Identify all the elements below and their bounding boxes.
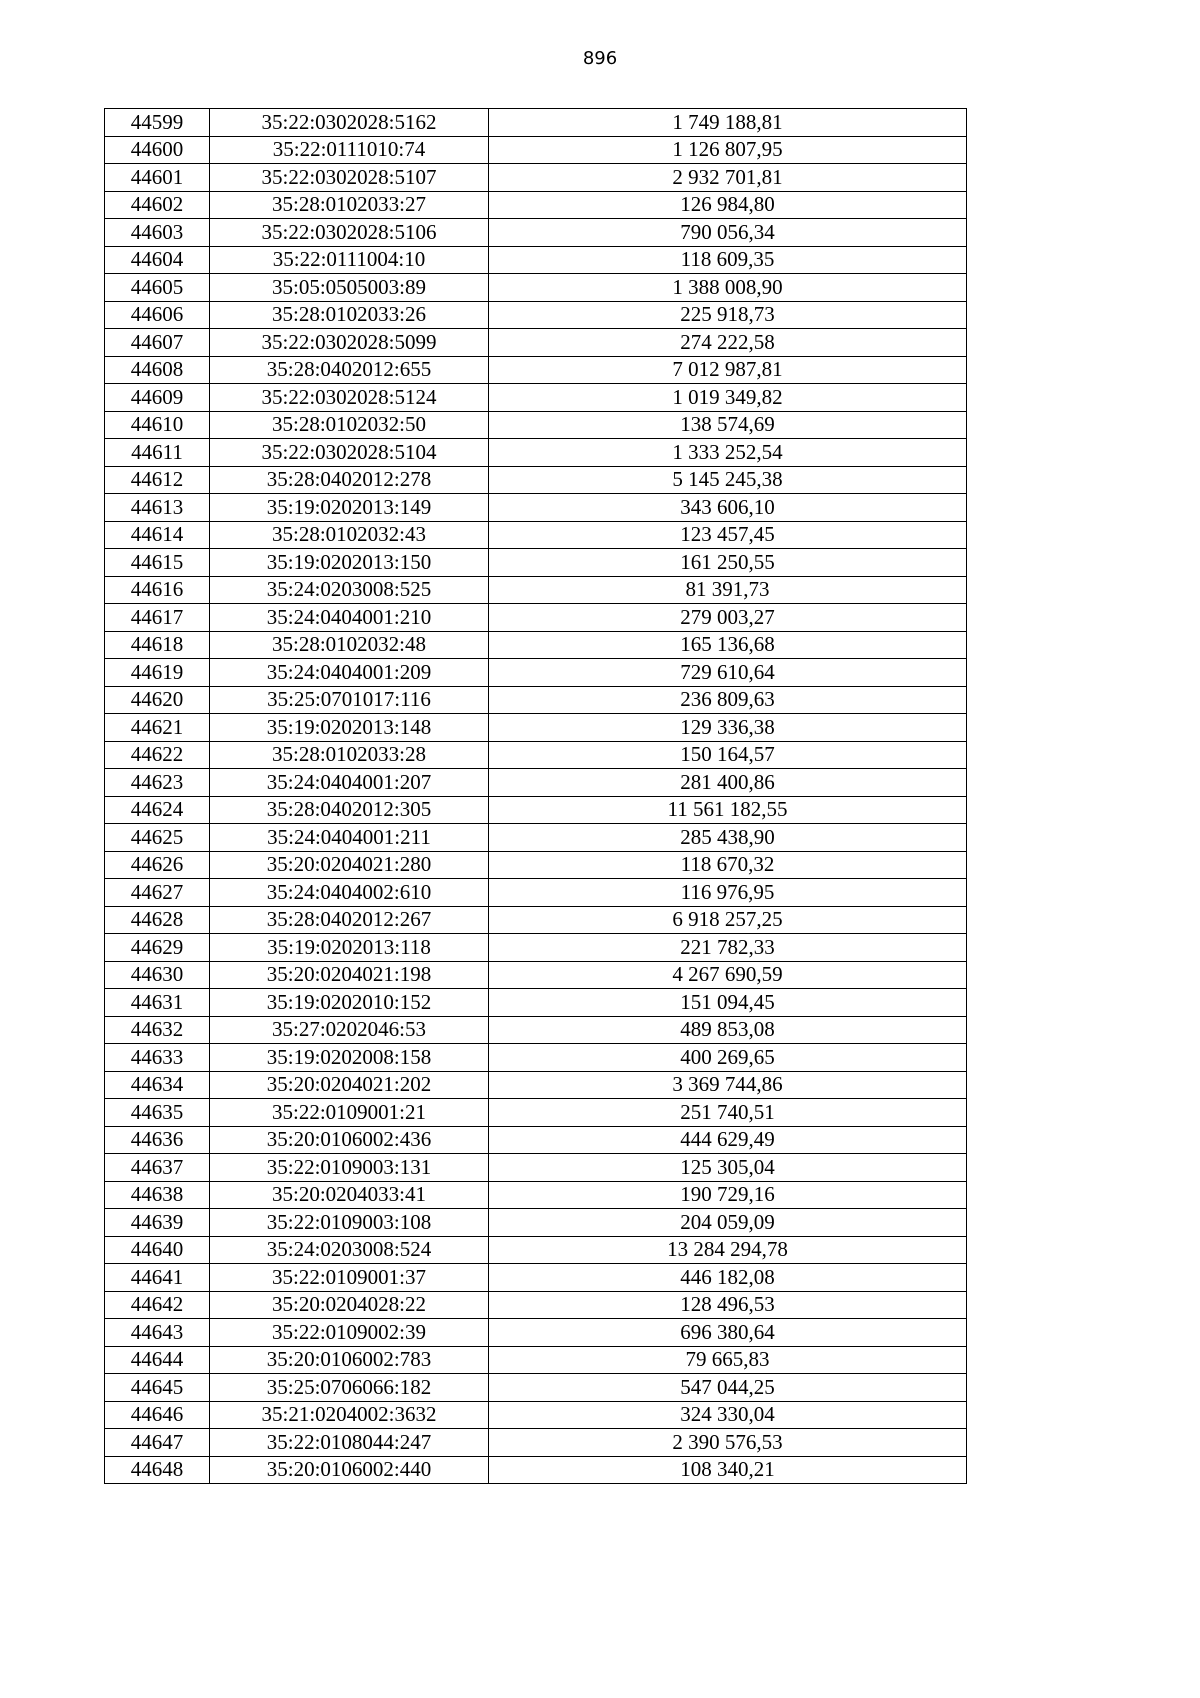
cadastral-value-cell: 5 145 245,38	[489, 466, 967, 494]
table-row	[105, 1346, 967, 1374]
cadastral-value-cell: 547 044,25	[489, 1374, 967, 1402]
cadastral-number-cell: 35:22:0109001:21	[210, 1099, 489, 1127]
table-row	[105, 191, 967, 219]
cadastral-number-cell: 35:24:0203008:524	[210, 1236, 489, 1264]
cadastral-value-cell: 221 782,33	[489, 934, 967, 962]
row-number-cell: 44643	[105, 1319, 210, 1347]
row-number-cell: 44625	[105, 824, 210, 852]
table-row	[105, 879, 967, 907]
cadastral-number-cell: 35:20:0204021:202	[210, 1071, 489, 1099]
cadastral-value-cell: 696 380,64	[489, 1319, 967, 1347]
cadastral-number-cell: 35:28:0402012:655	[210, 356, 489, 384]
cadastral-value-cell: 126 984,80	[489, 191, 967, 219]
table-row	[105, 1016, 967, 1044]
row-number-cell: 44635	[105, 1099, 210, 1127]
cadastral-value-cell: 444 629,49	[489, 1126, 967, 1154]
cadastral-number-cell: 35:22:0111010:74	[210, 136, 489, 164]
row-number-cell: 44636	[105, 1126, 210, 1154]
table-row	[105, 521, 967, 549]
cadastral-value-cell: 190 729,16	[489, 1181, 967, 1209]
cadastral-value-cell: 2 390 576,53	[489, 1429, 967, 1457]
cadastral-value-cell: 225 918,73	[489, 301, 967, 329]
cadastral-number-cell: 35:21:0204002:3632	[210, 1401, 489, 1429]
cadastral-number-cell: 35:28:0402012:278	[210, 466, 489, 494]
row-number-cell: 44619	[105, 659, 210, 687]
cadastral-number-cell: 35:22:0111004:10	[210, 246, 489, 274]
table-row	[105, 604, 967, 632]
cadastral-number-cell: 35:24:0404001:211	[210, 824, 489, 852]
cadastral-value-cell: 125 305,04	[489, 1154, 967, 1182]
table-row	[105, 329, 967, 357]
table-row	[105, 659, 967, 687]
cadastral-number-cell: 35:28:0102033:28	[210, 741, 489, 769]
table-row	[105, 384, 967, 412]
cadastral-value-cell: 79 665,83	[489, 1346, 967, 1374]
table-row	[105, 136, 967, 164]
cadastral-number-cell: 35:19:0202013:118	[210, 934, 489, 962]
table-row	[105, 1264, 967, 1292]
row-number-cell: 44632	[105, 1016, 210, 1044]
table-row	[105, 1044, 967, 1072]
table-row	[105, 686, 967, 714]
cadastral-value-cell: 281 400,86	[489, 769, 967, 797]
cadastral-value-cell: 400 269,65	[489, 1044, 967, 1072]
row-number-cell: 44620	[105, 686, 210, 714]
cadastral-value-cell: 2 932 701,81	[489, 164, 967, 192]
row-number-cell: 44640	[105, 1236, 210, 1264]
row-number-cell: 44634	[105, 1071, 210, 1099]
cadastral-value-cell: 1 126 807,95	[489, 136, 967, 164]
cadastral-value-cell: 123 457,45	[489, 521, 967, 549]
row-number-cell: 44603	[105, 219, 210, 247]
cadastral-number-cell: 35:24:0404001:209	[210, 659, 489, 687]
row-number-cell: 44599	[105, 109, 210, 137]
row-number-cell: 44618	[105, 631, 210, 659]
cadastral-value-cell: 151 094,45	[489, 989, 967, 1017]
cadastral-value-cell: 129 336,38	[489, 714, 967, 742]
row-number-cell: 44628	[105, 906, 210, 934]
cadastral-number-cell: 35:20:0106002:783	[210, 1346, 489, 1374]
row-number-cell: 44615	[105, 549, 210, 577]
cadastral-value-cell: 1 019 349,82	[489, 384, 967, 412]
cadastral-value-cell: 446 182,08	[489, 1264, 967, 1292]
cadastral-value-cell: 161 250,55	[489, 549, 967, 577]
table-row	[105, 466, 967, 494]
cadastral-number-cell: 35:19:0202013:150	[210, 549, 489, 577]
table-row	[105, 1154, 967, 1182]
table-row	[105, 961, 967, 989]
table-row	[105, 219, 967, 247]
cadastral-value-cell: 790 056,34	[489, 219, 967, 247]
row-number-cell: 44641	[105, 1264, 210, 1292]
cadastral-value-cell: 3 369 744,86	[489, 1071, 967, 1099]
cadastral-number-cell: 35:28:0402012:267	[210, 906, 489, 934]
table-row	[105, 411, 967, 439]
row-number-cell: 44608	[105, 356, 210, 384]
row-number-cell: 44644	[105, 1346, 210, 1374]
table-row	[105, 274, 967, 302]
table-row	[105, 1071, 967, 1099]
cadastral-value-cell: 1 388 008,90	[489, 274, 967, 302]
cadastral-number-cell: 35:20:0106002:440	[210, 1456, 489, 1484]
row-number-cell: 44630	[105, 961, 210, 989]
cadastral-value-cell: 108 340,21	[489, 1456, 967, 1484]
cadastral-number-cell: 35:19:0202013:148	[210, 714, 489, 742]
row-number-cell: 44647	[105, 1429, 210, 1457]
cadastral-number-cell: 35:28:0102032:50	[210, 411, 489, 439]
table-row	[105, 109, 967, 137]
cadastral-number-cell: 35:19:0202010:152	[210, 989, 489, 1017]
table-row	[105, 549, 967, 577]
cadastral-number-cell: 35:22:0109003:131	[210, 1154, 489, 1182]
cadastral-number-cell: 35:20:0204028:22	[210, 1291, 489, 1319]
table-row	[105, 989, 967, 1017]
row-number-cell: 44629	[105, 934, 210, 962]
cadastral-number-cell: 35:20:0204021:198	[210, 961, 489, 989]
row-number-cell: 44613	[105, 494, 210, 522]
cadastral-number-cell: 35:28:0402012:305	[210, 796, 489, 824]
cadastral-number-cell: 35:20:0204033:41	[210, 1181, 489, 1209]
table-row	[105, 1291, 967, 1319]
cadastral-value-cell: 1 333 252,54	[489, 439, 967, 467]
table-row	[105, 769, 967, 797]
row-number-cell: 44614	[105, 521, 210, 549]
row-number-cell: 44607	[105, 329, 210, 357]
table-row	[105, 1099, 967, 1127]
row-number-cell: 44606	[105, 301, 210, 329]
cadastral-number-cell: 35:28:0102032:43	[210, 521, 489, 549]
table-row	[105, 246, 967, 274]
cadastral-value-cell: 7 012 987,81	[489, 356, 967, 384]
cadastral-value-cell: 279 003,27	[489, 604, 967, 632]
table-row	[105, 631, 967, 659]
cadastral-value-cell: 285 438,90	[489, 824, 967, 852]
table-row	[105, 356, 967, 384]
row-number-cell: 44609	[105, 384, 210, 412]
cadastral-number-cell: 35:22:0302028:5099	[210, 329, 489, 357]
cadastral-value-cell: 343 606,10	[489, 494, 967, 522]
cadastral-value-cell: 81 391,73	[489, 576, 967, 604]
cadastral-number-cell: 35:22:0302028:5106	[210, 219, 489, 247]
cadastral-number-cell: 35:22:0302028:5124	[210, 384, 489, 412]
row-number-cell: 44622	[105, 741, 210, 769]
table-row	[105, 906, 967, 934]
cadastral-number-cell: 35:20:0204021:280	[210, 851, 489, 879]
table-row	[105, 934, 967, 962]
row-number-cell: 44633	[105, 1044, 210, 1072]
cadastral-value-cell: 729 610,64	[489, 659, 967, 687]
cadastral-value-cell: 324 330,04	[489, 1401, 967, 1429]
row-number-cell: 44617	[105, 604, 210, 632]
row-number-cell: 44626	[105, 851, 210, 879]
cadastral-number-cell: 35:22:0109003:108	[210, 1209, 489, 1237]
row-number-cell: 44605	[105, 274, 210, 302]
row-number-cell: 44604	[105, 246, 210, 274]
cadastral-value-cell: 204 059,09	[489, 1209, 967, 1237]
cadastral-number-cell: 35:19:0202008:158	[210, 1044, 489, 1072]
row-number-cell: 44611	[105, 439, 210, 467]
cadastral-value-cell: 118 670,32	[489, 851, 967, 879]
table-row	[105, 1236, 967, 1264]
row-number-cell: 44648	[105, 1456, 210, 1484]
table-row	[105, 1181, 967, 1209]
cadastral-number-cell: 35:22:0302028:5104	[210, 439, 489, 467]
table-row	[105, 824, 967, 852]
table-row	[105, 1209, 967, 1237]
table-row	[105, 1401, 967, 1429]
table-row	[105, 796, 967, 824]
row-number-cell: 44612	[105, 466, 210, 494]
table-body	[105, 109, 967, 1484]
table-row	[105, 741, 967, 769]
cadastral-number-cell: 35:19:0202013:149	[210, 494, 489, 522]
page-number: 896	[582, 48, 618, 69]
table-row	[105, 1374, 967, 1402]
row-number-cell: 44624	[105, 796, 210, 824]
row-number-cell: 44616	[105, 576, 210, 604]
cadastral-number-cell: 35:05:0505003:89	[210, 274, 489, 302]
table-row	[105, 851, 967, 879]
cadastral-value-cell: 118 609,35	[489, 246, 967, 274]
table-row	[105, 1456, 967, 1484]
row-number-cell: 44623	[105, 769, 210, 797]
row-number-cell: 44645	[105, 1374, 210, 1402]
cadastral-number-cell: 35:22:0302028:5107	[210, 164, 489, 192]
cadastral-number-cell: 35:24:0404002:610	[210, 879, 489, 907]
table-row	[105, 301, 967, 329]
cadastral-number-cell: 35:20:0106002:436	[210, 1126, 489, 1154]
row-number-cell: 44639	[105, 1209, 210, 1237]
cadastral-value-cell: 236 809,63	[489, 686, 967, 714]
cadastral-value-cell: 1 749 188,81	[489, 109, 967, 137]
cadastral-value-cell: 128 496,53	[489, 1291, 967, 1319]
cadastral-value-cell: 6 918 257,25	[489, 906, 967, 934]
row-number-cell: 44627	[105, 879, 210, 907]
table-row	[105, 164, 967, 192]
cadastral-value-cell: 251 740,51	[489, 1099, 967, 1127]
cadastral-number-cell: 35:22:0109002:39	[210, 1319, 489, 1347]
cadastral-value-cell: 116 976,95	[489, 879, 967, 907]
cadastral-value-cell: 150 164,57	[489, 741, 967, 769]
cadastral-number-cell: 35:25:0706066:182	[210, 1374, 489, 1402]
table-row	[105, 1126, 967, 1154]
row-number-cell: 44600	[105, 136, 210, 164]
table-row	[105, 1319, 967, 1347]
table-row	[105, 1429, 967, 1457]
cadastral-value-cell: 138 574,69	[489, 411, 967, 439]
cadastral-number-cell: 35:28:0102033:27	[210, 191, 489, 219]
cadastral-number-cell: 35:24:0404001:210	[210, 604, 489, 632]
row-number-cell: 44621	[105, 714, 210, 742]
cadastral-number-cell: 35:22:0302028:5162	[210, 109, 489, 137]
row-number-cell: 44602	[105, 191, 210, 219]
row-number-cell: 44637	[105, 1154, 210, 1182]
cadastral-number-cell: 35:27:0202046:53	[210, 1016, 489, 1044]
cadastral-value-cell: 489 853,08	[489, 1016, 967, 1044]
row-number-cell: 44646	[105, 1401, 210, 1429]
cadastral-number-cell: 35:24:0203008:525	[210, 576, 489, 604]
cadastral-number-cell: 35:28:0102033:26	[210, 301, 489, 329]
cadastral-value-cell: 4 267 690,59	[489, 961, 967, 989]
cadastral-number-cell: 35:22:0109001:37	[210, 1264, 489, 1292]
table-row	[105, 494, 967, 522]
row-number-cell: 44638	[105, 1181, 210, 1209]
cadastral-number-cell: 35:25:0701017:116	[210, 686, 489, 714]
row-number-cell: 44610	[105, 411, 210, 439]
cadastral-value-table	[104, 108, 967, 1484]
cadastral-number-cell: 35:28:0102032:48	[210, 631, 489, 659]
row-number-cell: 44601	[105, 164, 210, 192]
cadastral-number-cell: 35:24:0404001:207	[210, 769, 489, 797]
cadastral-value-cell: 11 561 182,55	[489, 796, 967, 824]
row-number-cell: 44631	[105, 989, 210, 1017]
cadastral-number-cell: 35:22:0108044:247	[210, 1429, 489, 1457]
cadastral-value-cell: 165 136,68	[489, 631, 967, 659]
cadastral-value-cell: 274 222,58	[489, 329, 967, 357]
row-number-cell: 44642	[105, 1291, 210, 1319]
table-row	[105, 439, 967, 467]
table-row	[105, 714, 967, 742]
table-row	[105, 576, 967, 604]
cadastral-value-cell: 13 284 294,78	[489, 1236, 967, 1264]
